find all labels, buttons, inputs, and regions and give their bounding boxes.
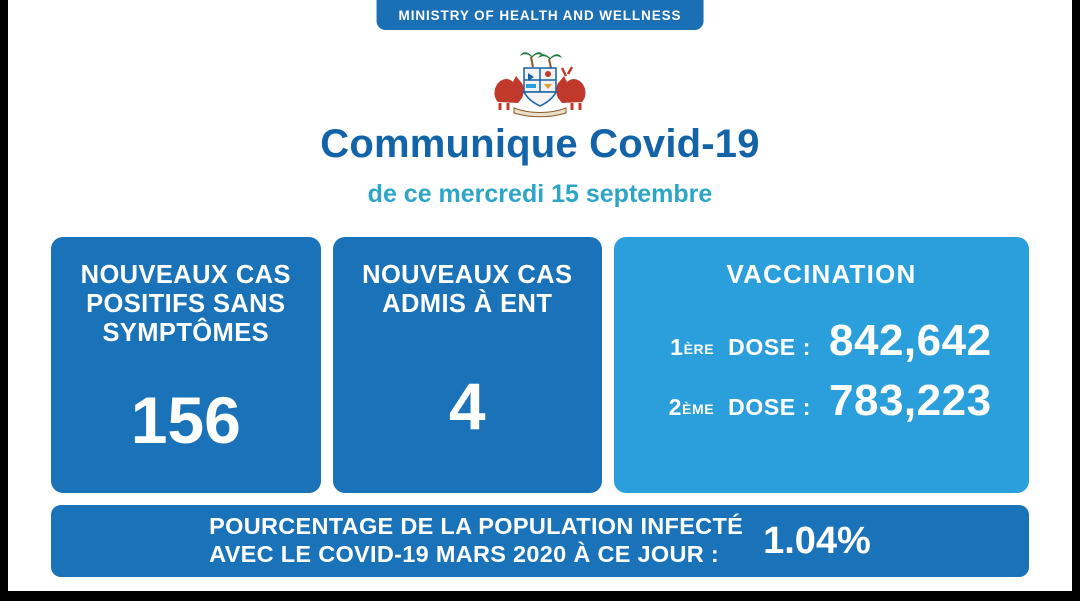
card-value: 4 — [448, 368, 486, 443]
page-subtitle: de ce mercredi 15 septembre — [367, 180, 713, 208]
dose-word: DOSE : — [728, 394, 811, 420]
card-new-positive-cases — [51, 237, 321, 493]
dose-exponent: ÈME — [682, 401, 715, 417]
dose-value: 842,642 — [829, 316, 992, 365]
dose-word: DOSE : — [728, 334, 811, 360]
dose-label — [614, 334, 829, 361]
population-infected-line1: POURCENTAGE DE LA POPULATION INFECTÉ — [209, 513, 744, 540]
ministry-banner: MINISTRY OF HEALTH AND WELLNESS — [377, 0, 704, 30]
population-infected-line2: AVEC LE COVID-19 MARS 2020 À CE JOUR : — [209, 541, 719, 567]
card-new-admissions-ent — [333, 237, 603, 493]
population-infected-label — [209, 513, 743, 568]
dose-exponent: ÈRE — [683, 341, 715, 357]
dose-ordinal: 2 — [668, 394, 683, 420]
dose-ordinal: 1 — [670, 334, 684, 360]
vaccination-title: VACCINATION — [726, 259, 917, 289]
card-label: NOUVEAUX CAS ADMIS À ENT — [362, 261, 573, 318]
dose-row-first — [614, 316, 1029, 366]
card-label: NOUVEAUX CAS POSITIFS SANS SYMPTÔMES — [80, 261, 291, 347]
population-infected-percentage: 1.04% — [763, 519, 871, 562]
stats-row — [51, 237, 1029, 493]
dose-row-second — [614, 376, 1029, 426]
page-title: Communique Covid-19 — [320, 122, 760, 166]
mauritius-coat-of-arms-icon — [480, 40, 600, 120]
dose-value: 783,223 — [829, 376, 992, 425]
dose-label — [614, 394, 829, 421]
card-vaccination — [614, 237, 1029, 493]
population-infected-banner — [51, 505, 1029, 577]
card-value: 156 — [130, 383, 241, 458]
